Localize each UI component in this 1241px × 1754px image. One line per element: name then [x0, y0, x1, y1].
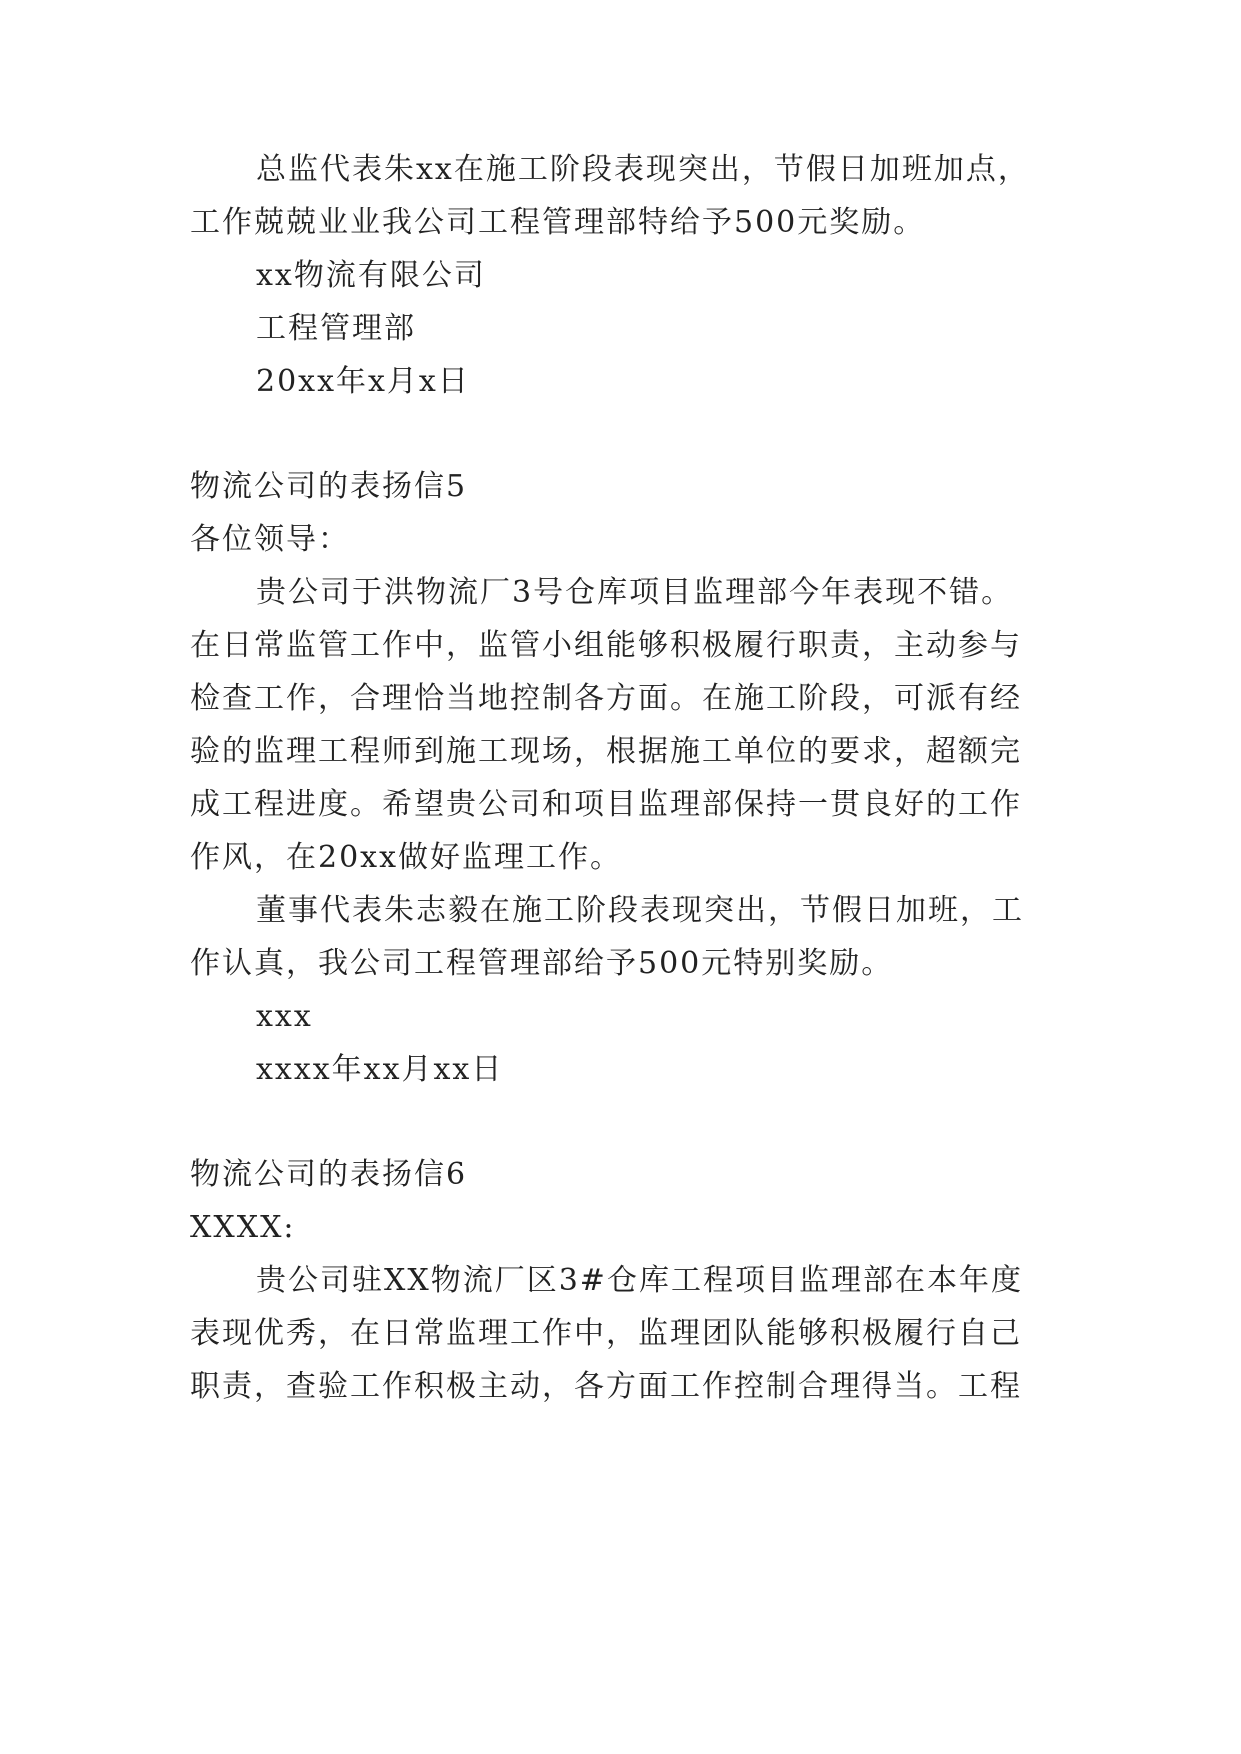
paragraph-line: 董事代表朱志毅在施工阶段表现突出，节假日加班，工: [256, 893, 1024, 928]
signature-date: xxxx年xx月xx日: [256, 1052, 504, 1087]
letter-title: 物流公司的表扬信6: [190, 1157, 468, 1192]
paragraph-line: 贵公司驻XX物流厂区3#仓库工程项目监理部在本年度: [256, 1263, 1023, 1298]
paragraph-line: 职责，查验工作积极主动，各方面工作控制合理得当。工程: [190, 1369, 1022, 1404]
paragraph-line: 贵公司于洪物流厂3号仓库项目监理部今年表现不错。: [256, 575, 1014, 610]
letter-salutation: 各位领导：: [190, 522, 350, 557]
letter-salutation: XXXX:: [190, 1210, 296, 1245]
paragraph-line: 总监代表朱xx在施工阶段表现突出，节假日加班加点，: [256, 152, 1030, 187]
paragraph-line: 表现优秀，在日常监理工作中，监理团队能够积极履行自己: [190, 1316, 1022, 1351]
signature-department: 工程管理部: [256, 311, 416, 346]
paragraph-line: 作认真，我公司工程管理部给予500元特别奖励。: [190, 946, 894, 981]
signature-company: xx物流有限公司: [256, 258, 486, 293]
signature-date: 20xx年x月x日: [256, 364, 470, 399]
paragraph-line: 工作兢兢业业我公司工程管理部特给予500元奖励。: [190, 205, 926, 240]
paragraph-line: 成工程进度。希望贵公司和项目监理部保持一贯良好的工作: [190, 787, 1022, 822]
signature-name: xxx: [256, 999, 313, 1034]
paragraph-line: 在日常监管工作中，监管小组能够积极履行职责，主动参与: [190, 628, 1022, 663]
letter-title: 物流公司的表扬信5: [190, 469, 468, 504]
paragraph-line: 检查工作，合理恰当地控制各方面。在施工阶段，可派有经: [190, 681, 1022, 716]
paragraph-line: 验的监理工程师到施工现场，根据施工单位的要求，超额完: [190, 734, 1022, 769]
paragraph-line: 作风，在20xx做好监理工作。: [190, 840, 623, 875]
